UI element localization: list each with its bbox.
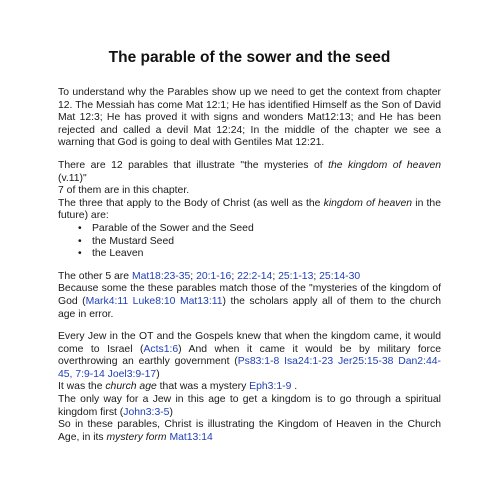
other-parables-section (58, 271, 441, 321)
scripture-link[interactable]: Mat13:14 (169, 431, 213, 443)
scripture-link[interactable]: 22:2-14 (237, 270, 273, 282)
mystery-form-line: So in these parables, Christ is illustrating the Kingdom of Heaven in the Church Age, in its mystery form Mat13:14 (58, 419, 441, 443)
scripture-link[interactable]: 25:1-13 (278, 270, 314, 282)
church-age-line: It was the church age that was a mystery Eph3:1-9 . (58, 381, 298, 393)
spiritual-kingdom-line: The only way for a Jew in this age to get a kingdom is to go through a spiritual kingdom first (John3:3-5) (58, 394, 441, 418)
document-title: The parable of the sower and the seed (108, 49, 391, 66)
document-body (58, 87, 441, 444)
list-item: • the Mustard Seed (78, 236, 441, 249)
parables-section (58, 160, 441, 261)
scripture-link[interactable]: Acts1:6 (143, 343, 179, 355)
kingdom-phrase: kingdom of heaven (323, 197, 413, 209)
scripture-link[interactable]: Eph3:1-9 (249, 381, 292, 393)
scripture-link[interactable]: 25:14-30 (319, 270, 361, 282)
context-paragraph: To understand why the Parables show up we need to get the context from chapter 12. The Messiah has come Mat 12:1; He has identified Himself as the Son of David Mat 12:3; He has proved it with signs and wonders Mat12:13; and He has been rejected and called a devil Mat 12:24; In the middle of the chapter we see a warning that God is going to deal with Gentiles Mat 12:21. (58, 87, 441, 149)
parables-count: 7 of them are in this chapter. (58, 185, 190, 197)
parables-intro: There are 12 parables that illustrate "the mysteries of the kingdom of heaven (v.11)" (58, 159, 441, 184)
parables-apply: The three that apply to the Body of Christ (as well as the kingdom of heaven in the future) are: (58, 197, 441, 222)
list-item: • the Leaven (78, 248, 441, 261)
scripture-link[interactable]: Ps83:1-8 Isa24:1-23 Jer25:15-38 Dan2:44-45, 7:9-14 Joel3:9-17 (58, 356, 441, 380)
parables-list (58, 223, 441, 261)
scripture-link[interactable]: 20:1-16 (196, 270, 232, 282)
list-item: • Parable of the Sower and the Seed (78, 223, 441, 236)
kingdom-phrase: the kingdom of heaven (328, 159, 441, 171)
scripture-link[interactable]: Mark4:11 Luke8:10 Mat13:11 (85, 295, 223, 307)
kingdom-section (58, 331, 441, 444)
jew-expectation-paragraph: Every Jew in the OT and the Gospels knew that when the kingdom came, it would come to Israel (Acts1:6) And when it came it would be by military force overthrowing an earthly government (Ps83:1-8 Isa24:1-23 Jer25:15-38 Dan2:44-45, 7:9-14 Joel3:9-17) (58, 331, 441, 380)
other-parables-refs: The other 5 are Mat18:23-35; 20:1-16; 22:2-14; 25:1-13; 25:14-30 (58, 270, 361, 282)
scripture-link[interactable]: Mat18:23-35 (131, 270, 191, 282)
scripture-link[interactable]: John3:3-5 (123, 406, 170, 418)
scholars-paragraph: Because some the these parables match those of the "mysteries of the kingdom of God (Mark4:11 Luke8:10 Mat13:11) the scholars apply all of them to the church age in error. (58, 283, 441, 320)
